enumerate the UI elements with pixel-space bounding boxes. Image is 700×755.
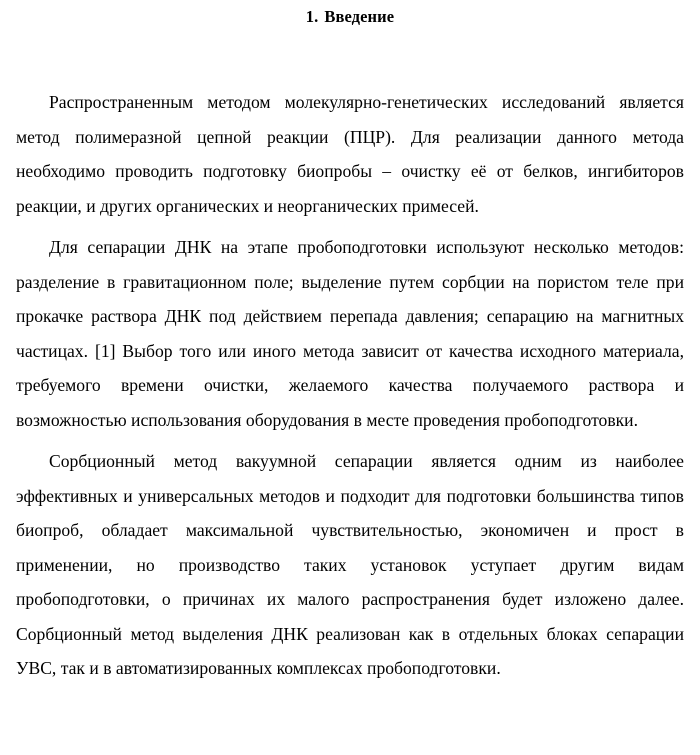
paragraph-vacuum-separation: Сорбционный метод вакуумной сепарации является одним из наиболее эффективных и универсальных методов и подходит для подготовки большинства типов биопроб, обладает максимальной чувствительностью, экономичен и прост в применении, но производство таких установок уступает другим видам пробоподготовки, о причинах их малого распространения будет изложено далее. Сорбционный метод выделения ДНК реализован как в отдельных блоках сепарации УВС, так и в автоматизированных комплексах пробоподготовки. [16, 451, 684, 678]
paragraph-separation-methods: Для сепарации ДНК на этапе пробоподготовки используют несколько методов: разделение в гравитационном поле; выделение путем сорбции на пористом теле при прокачке раствора ДНК под действием перепада давления; сепарацию на магнитных частицах. [1] Выбор того или иного метода зависит от качества исходного материала, требуемого времени очистки, желаемого качества получаемого раствора и возможностью использования оборудования в месте проведения пробоподготовки. [16, 237, 684, 430]
body-text [16, 85, 684, 686]
section-heading [16, 0, 684, 34]
paragraph-pcr-method: Распространенным методом молекулярно-генетических исследований является метод полимеразной цепной реакции (ПЦР). Для реализации данного метода необходимо проводить подготовку биопробы – очистку её от белков, ингибиторов реакции, и других органических и неорганических примесей. [16, 92, 684, 216]
section-number: 1. [305, 7, 319, 26]
section-title: Введение [324, 7, 395, 26]
